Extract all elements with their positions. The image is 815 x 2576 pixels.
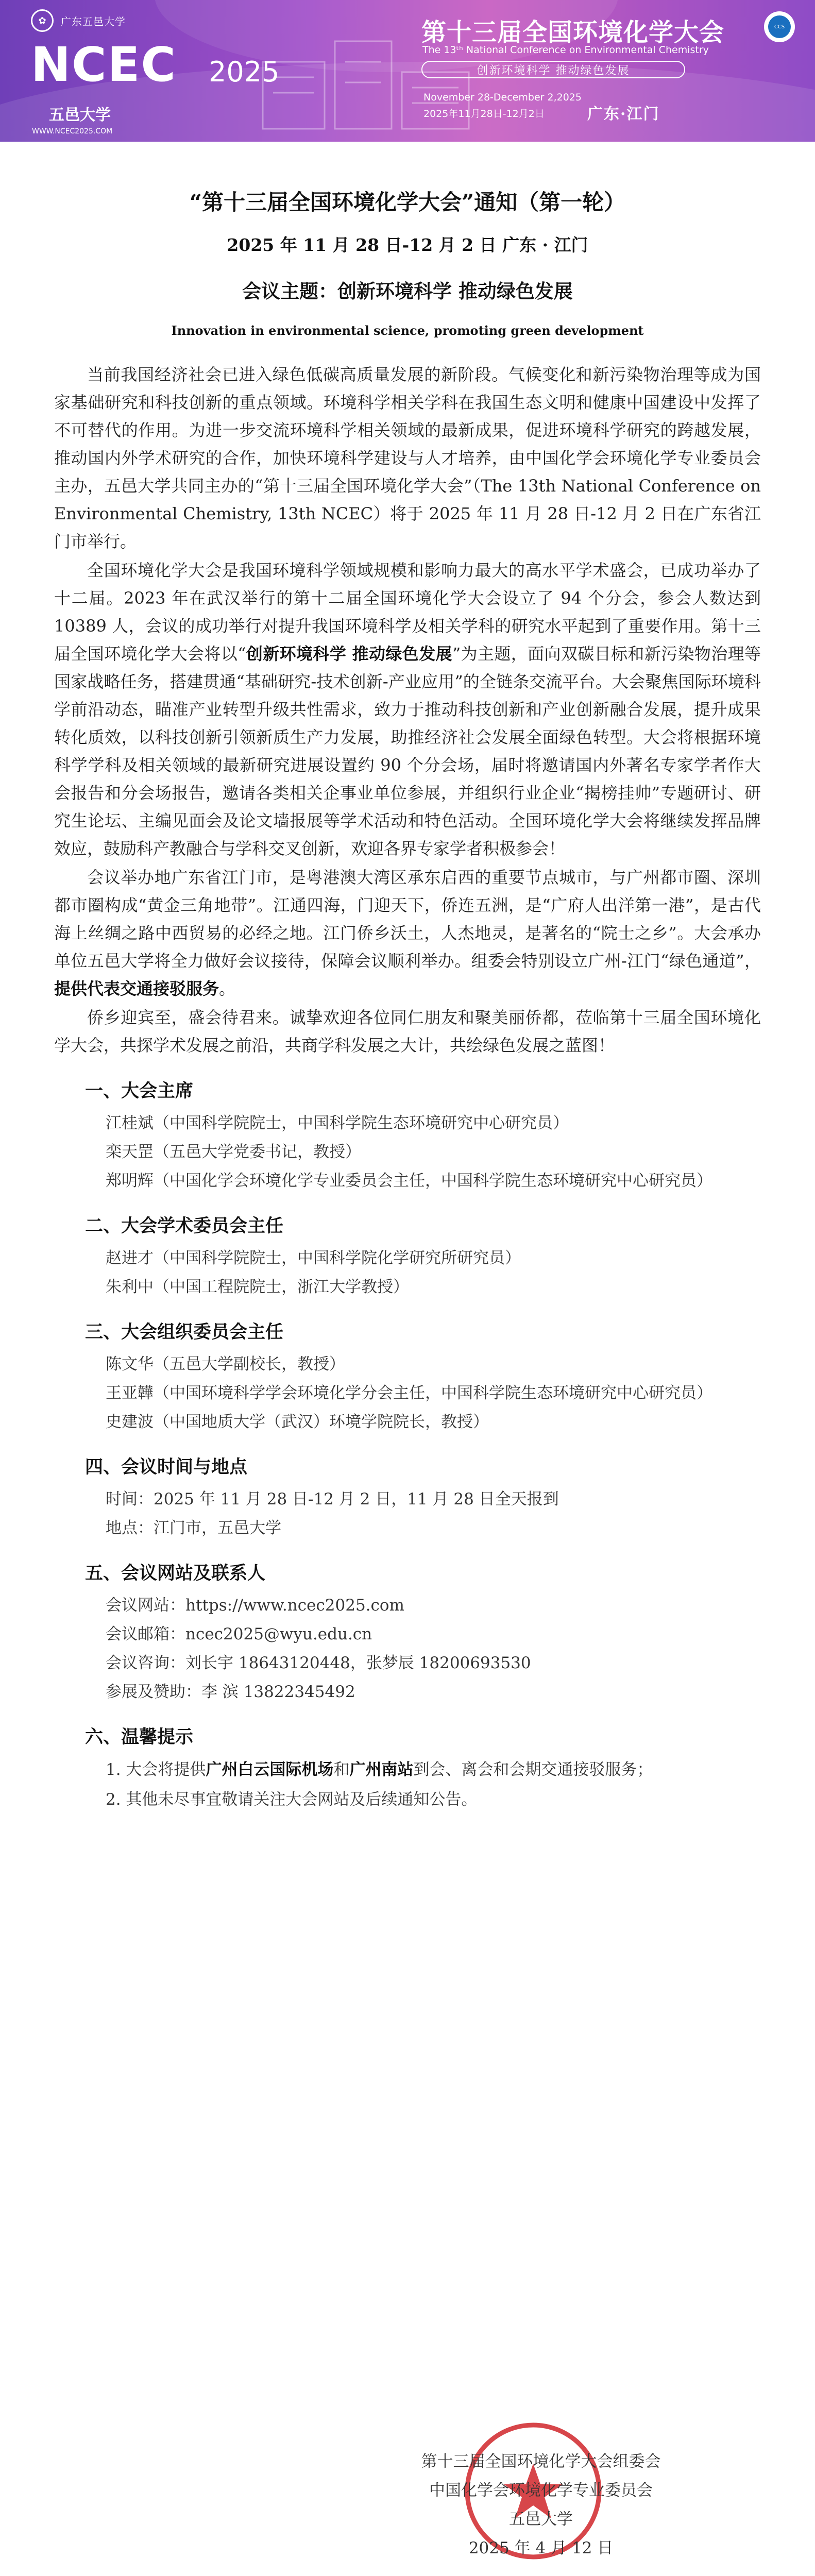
signoff-committee: 中国化学会环境化学专业委员会 — [429, 2481, 653, 2500]
consult-line: 会议咨询：刘长宇 18643120448，张梦辰 18200693530 — [106, 1654, 531, 1672]
welcome-paragraph: 侨乡迎宾至，盛会待君来。诚挚欢迎各位同仁朋友和聚美丽侨都，莅临第十三届全国环境化学大会，共探学术发展之前沿，共商学科发展之大计，共绘绿色发展之蓝图！ — [54, 1008, 761, 1055]
conference-dates-cn: 2025年11月28日-12月2日 — [423, 108, 545, 120]
place-line: 地点：江门市，五邑大学 — [106, 1519, 281, 1537]
chinese-chemical-society-logo — [764, 11, 795, 42]
paragraph-text: ”为主题，面向双碳目标和新污染物治理等国家战略任务，搭建贯通“基础研究-技术创新-产业应用”的全链条交流平台。大会聚焦国际环境科学前沿动态，瞄准产业转型升级共性需求，致力于推动科技创新和产业创新融合发展，提升成果转化质效，以科技创新引领新质生产力发展，助推经济社会发展全面绿色转型。大会将根据环境科学学科及相关领域的最新研究进展设置约 90 个分会场，届时将邀请国内外著名专家学者作大会报告和分会场报告，邀请各类相关企事业单位参展，并组织行业企业“揭榜挂帅”专题研讨、研究生论坛、主编见面会及论文墙报展等学术活动和特色活动。全国环境化学大会将继续发挥品牌效应，鼓励科产教融合与学科交叉创新，欢迎各界专家学者积极参会！ — [54, 644, 761, 858]
notice-date-line: 2025 年 11 月 28 日-12 月 2 日 广东 · 江门 — [227, 235, 588, 255]
tip-text: 到会、离会和会期交通接驳服务； — [413, 1760, 653, 1779]
notice-theme: 会议主题：创新环境科学 推动绿色发展 — [242, 280, 573, 302]
paragraph-text: 全国环境化学大会是我国环境科学领域规模和影响力最大的高水平学术盛会，已成功举办了十二届。2023 年在武汉举行的第十二届全国环境化学大会设立了 94 个分会，参会人数达到 10389 人，会议的成功举行对提升我国环境科学及相关学科的研究水平起到了重要作用。第十三届全国环境化学大会将以“ — [54, 561, 761, 664]
tip-text: 和 — [333, 1760, 350, 1779]
organizer-line: 陈文华（五邑大学副校长，教授） — [106, 1355, 345, 1374]
chair-line: 栾天罡（五邑大学党委书记，教授） — [106, 1143, 361, 1161]
background-paragraph — [54, 556, 761, 862]
tip-text: 1. 大会将提供 — [106, 1760, 206, 1779]
section-heading-organizing-committee: 三、大会组织委员会主任 — [85, 1321, 284, 1343]
paragraph-text: 。 — [219, 979, 236, 998]
time-line: 时间：2025 年 11 月 28 日-12 月 2 日，11 月 28 日全天报到 — [106, 1490, 559, 1509]
university-calligraphy: 五邑大学 — [49, 106, 111, 124]
section-heading-tips: 六、温馨提示 — [85, 1726, 194, 1748]
conference-theme-pill: 创新环境科学 推动绿色发展 — [421, 61, 685, 78]
chair-line: 江桂斌（中国科学院院士，中国科学院生态环境研究中心研究员） — [106, 1114, 569, 1132]
conference-place: 广东·江门 — [587, 105, 660, 123]
conference-title: 第十三届全国环境化学大会 — [421, 18, 725, 47]
committee-line: 朱利中（中国工程院院士，浙江大学教授） — [106, 1278, 409, 1296]
tip-item: 2. 其他未尽事宜敬请关注大会网站及后续通知公告。 — [106, 1790, 478, 1809]
highlighted-service: 提供代表交通接驳服务 — [54, 979, 219, 998]
notice-document — [54, 165, 761, 1816]
paragraph-text: 会议举办地广东省江门市，是粤港澳大湾区承东启西的重要节点城市，与广州都市圈、深圳都市圈构成“黄金三角地带”。江通四海，门迎天下，侨连五洲，是“广府人出洋第一港”，是古代海上丝绸之路中西贸易的必经之地。江门侨乡沃土，人杰地灵，是著名的“院士之乡”。大会承办单位五邑大学将全力做好会议接待，保障会议顺利举办。组委会特别设立广州-江门“绿色通道”， — [54, 868, 761, 971]
section-heading-time-place: 四、会议时间与地点 — [85, 1456, 248, 1478]
signoff-block — [397, 2447, 685, 2563]
organizer-line: 史建波（中国地质大学（武汉）环境学院院长，教授） — [106, 1413, 489, 1431]
committee-line: 赵进才（中国科学院院士，中国科学院化学研究所研究员） — [106, 1249, 521, 1267]
section-heading-contacts: 五、会议网站及联系人 — [85, 1563, 266, 1584]
csc-logo-icon: CCS — [768, 15, 791, 38]
section-heading-academic-committee: 二、大会学术委员会主任 — [85, 1215, 284, 1236]
university-logo-row — [31, 9, 126, 32]
signoff-university: 五邑大学 — [509, 2510, 573, 2529]
tip-bold-airport: 广州白云国际机场 — [206, 1760, 334, 1779]
signoff-organizer: 第十三届全国环境化学大会组委会 — [421, 2452, 661, 2471]
conference-dates-en: November 28-December 2,2025 — [423, 92, 582, 103]
conference-short-name: NCEC — [31, 37, 177, 92]
conference-banner — [0, 0, 815, 142]
venue-paragraph — [54, 863, 761, 1003]
notice-theme-en: Innovation in environmental science, promoting green development — [171, 323, 644, 338]
sponsor-line: 参展及赞助：李 滨 13822345492 — [106, 1683, 355, 1701]
conference-url[interactable]: WWW.NCEC2025.COM — [32, 127, 113, 135]
university-name: 广东五邑大学 — [61, 15, 126, 28]
university-seal-icon: ✿ — [31, 9, 54, 32]
notice-title: “第十三届全国环境化学大会”通知（第一轮） — [189, 190, 626, 215]
tip-item — [54, 1756, 761, 1784]
section-heading-chairs: 一、大会主席 — [85, 1080, 194, 1101]
signoff-date: 2025 年 4 月 12 日 — [468, 2539, 614, 2557]
organizer-line: 王亚韡（中国环境科学学会环境化学分会主任，中国科学院生态环境研究中心研究员） — [106, 1384, 712, 1402]
intro-paragraph: 当前我国经济社会已进入绿色低碳高质量发展的新阶段。气候变化和新污染物治理等成为国家基础研究和科技创新的重点领域。环境科学相关学科在我国生态文明和健康中国建设中发挥了不可替代的作用。为进一步交流环境科学相关领域的最新成果，促进环境科学研究的跨越发展，推动国内外学术研究的合作，加快环境科学建设与人才培养，由中国化学会环境化学专业委员会主办，五邑大学共同主办的“第十三届全国环境化学大会”（The 13th National Conference on Environmental Chemistry, 13th NCEC）将于 2025 年 11 月 28 日-12 月 2 日在广东省江门市举行。 — [54, 365, 761, 551]
website-line[interactable]: 会议网站：https://www.ncec2025.com — [106, 1596, 404, 1615]
conference-title-en: The 13ᵗʰ National Conference on Environmental Chemistry — [422, 44, 709, 56]
chair-line: 郑明辉（中国化学会环境化学专业委员会主任，中国科学院生态环境研究中心研究员） — [106, 1172, 712, 1190]
highlighted-theme: 创新环境科学 推动绿色发展 — [246, 644, 452, 664]
email-line[interactable]: 会议邮箱：ncec2025@wyu.edu.cn — [106, 1625, 372, 1643]
tip-bold-station: 广州南站 — [349, 1760, 414, 1779]
conference-year: 2025 — [209, 56, 280, 88]
